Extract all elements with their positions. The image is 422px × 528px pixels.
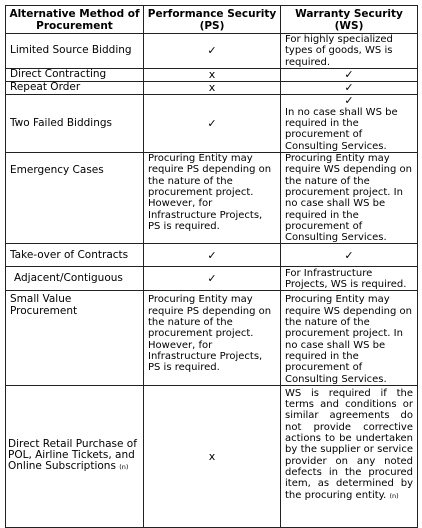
table-row	[6, 68, 418, 81]
ws-cell: Procuring Entity may require WS depending on the nature of the procurement project. In no case shall WS be required in the procurement of Consulting Services.	[281, 153, 418, 244]
header-ps-line1: Performance Security	[147, 7, 277, 20]
ws-cell: ✓	[281, 81, 418, 94]
header-method	[6, 6, 144, 34]
table-row	[6, 34, 418, 69]
table-row	[6, 81, 418, 94]
table-row	[6, 153, 418, 244]
procurement-security-table	[5, 5, 418, 528]
ws-cell	[281, 385, 418, 527]
ps-cell: Procuring Entity may require PS depending on the nature of the procurement project. However, for Infrastructure Projects, PS is required.	[144, 291, 281, 385]
header-method-line2: Procurement	[36, 19, 113, 32]
table-row	[6, 244, 418, 267]
method-cell: Adjacent/Contiguous	[6, 267, 144, 291]
table-row	[6, 267, 418, 291]
ps-cell: Procuring Entity may require PS depending on the nature of the procurement project. However, for Infrastructure Projects, PS is required.	[144, 153, 281, 244]
ps-cell: ✓	[144, 94, 281, 152]
header-ws-line1: Warranty Security	[295, 7, 403, 20]
method-cell: Repeat Order	[6, 81, 144, 94]
method-cell	[6, 385, 144, 527]
header-ws-line2: (WS)	[334, 19, 364, 32]
ws-text: WS is required if the terms and conditions or similar agreements do not provide corrective actions to be undertaken by the supplier or service provider on any noted defects in the procured item, as determined by the procuring entity.	[285, 387, 413, 501]
header-ps-line2: (PS)	[199, 19, 225, 32]
table-row	[6, 385, 418, 527]
method-cell: Take-over of Contracts	[6, 244, 144, 267]
ps-cell: ✓	[144, 267, 281, 291]
footnote-marker: (n)	[119, 463, 129, 472]
ws-cell: ✓	[281, 68, 418, 81]
method-cell: Small Value Procurement	[6, 291, 144, 385]
header-row	[6, 6, 418, 34]
ws-text: In no case shall WS be required in the procurement of Consulting Services.	[285, 106, 398, 152]
ps-cell: x	[144, 68, 281, 81]
ws-cell	[281, 94, 418, 152]
table-row	[6, 291, 418, 385]
ps-cell: x	[144, 81, 281, 94]
header-ps	[144, 6, 281, 34]
ps-cell: x	[144, 385, 281, 527]
footnote-marker: (n)	[389, 491, 399, 500]
method-cell: Emergency Cases	[6, 153, 144, 244]
ws-cell: ✓	[281, 244, 418, 267]
ws-cell: For Infrastructure Projects, WS is required.	[281, 267, 418, 291]
method-cell: Direct Contracting	[6, 68, 144, 81]
ps-cell: ✓	[144, 244, 281, 267]
ws-check-mark: ✓	[344, 93, 354, 107]
ws-cell: Procuring Entity may require WS depending on the nature of the procurement project. In no case shall WS be required in the procurement of Consulting Services.	[281, 291, 418, 385]
header-ws	[281, 6, 418, 34]
method-cell: Limited Source Bidding	[6, 34, 144, 69]
method-cell: Two Failed Biddings	[6, 94, 144, 152]
method-text: Direct Retail Purchase of POL, Airline Tickets, and Online Subscriptions	[8, 437, 137, 473]
header-method-line1: Alternative Method of	[9, 7, 140, 20]
ws-cell: For highly specialized types of goods, WS is required.	[281, 34, 418, 69]
table-row	[6, 94, 418, 152]
ps-cell: ✓	[144, 34, 281, 69]
